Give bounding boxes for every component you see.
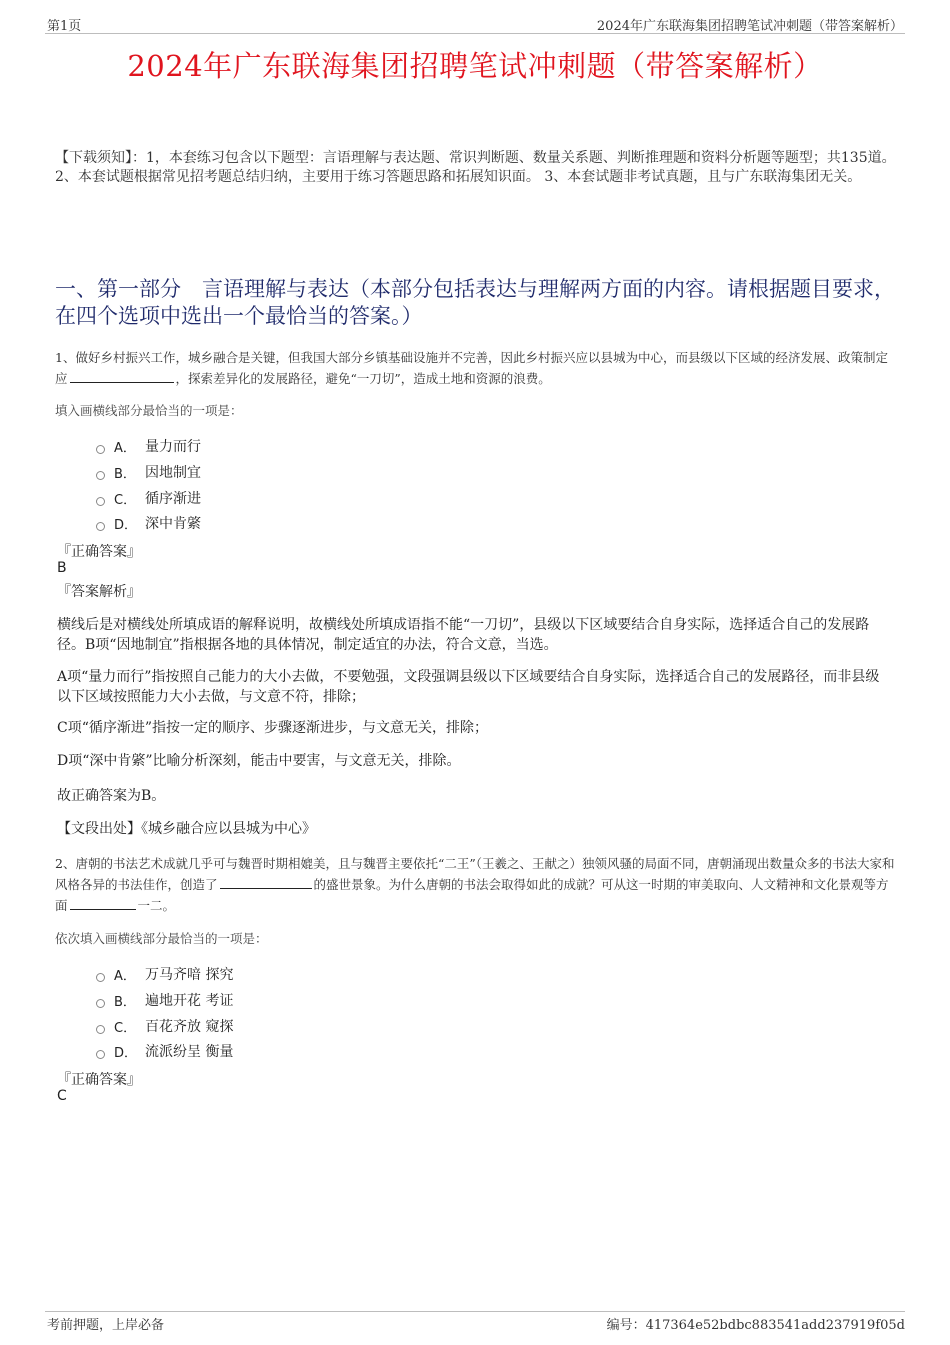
radio-icon[interactable] (96, 999, 105, 1008)
question-1-prompt: 填入画横线部分最恰当的一项是： (55, 403, 243, 418)
question-1-answer: B (57, 560, 67, 576)
option-letter: B． (114, 994, 136, 1010)
question-1-answer-label: 『正确答案』 (57, 544, 141, 560)
page-title: 2024年广东联海集团招聘笔试冲刺题（带答案解析） (127, 49, 823, 83)
question-2-option-d[interactable] (96, 1041, 233, 1061)
option-letter: D． (114, 517, 138, 533)
option-text: 万马齐喑 探究 (145, 967, 234, 983)
question-1-option-b[interactable] (96, 462, 201, 482)
option-text: 量力而行 (145, 439, 201, 455)
question-1-analysis-paragraph: D项“深中肯綮”比喻分析深刻，能击中要害，与文意无关，排除。 (57, 753, 461, 769)
download-notice: 【下载须知】：1，本套练习包含以下题型：言语理解与表达题、常识判断题、数量关系题、判断推理题和资料分析题等题型；共135道。 2、本套试题根据常见招考题总结归纳，主要用于练习答题思路和拓展知识面。 3、本套试题非考试真题，且与广东联海集团无关。 (55, 150, 896, 185)
question-2-answer: C (57, 1088, 67, 1104)
option-letter: C． (114, 1020, 137, 1036)
question-2-text-c: 一二。 (137, 898, 176, 913)
page-number: 第1页 (47, 19, 82, 34)
question-2-option-c[interactable] (96, 1016, 233, 1036)
header-divider (45, 33, 905, 34)
header-doc-title: 2024年广东联海集团招聘笔试冲刺题（带答案解析） (596, 19, 903, 34)
question-1-analysis-paragraph: 横线后是对横线处所填成语的解释说明，故横线处所填成语指不能“一刀切”，县级以下区域要结合自身实际，选择适合自己的发展路径。B项“因地制宜”指根据各地的具体情况，制定适宜的办法，符合文意，当选。 (57, 617, 870, 653)
question-2-option-a[interactable] (96, 964, 233, 984)
option-letter: A． (114, 968, 136, 984)
radio-icon[interactable] (96, 522, 105, 531)
section-heading: 一、第一部分 言语理解与表达（本部分包括表达与理解两方面的内容。请根据题目要求，在四个选项中选出一个最恰当的答案。） (55, 277, 895, 328)
question-2-prompt: 依次填入画横线部分最恰当的一项是： (55, 931, 268, 946)
option-text: 遍地开花 考证 (145, 993, 234, 1009)
question-2-text (55, 853, 900, 916)
question-1-source: 【文段出处】《城乡融合应以县城为中心》 (57, 821, 316, 837)
question-1-analysis-paragraph: A项“量力而行”指按照自己能力的大小去做，不要勉强，文段强调县级以下区域要结合自身实际，选择适合自己的发展路径，而非县级以下区域按照能力大小去做，与文意不符，排除； (57, 669, 880, 705)
question-1-analysis-label: 『答案解析』 (57, 584, 141, 600)
question-2-option-b[interactable] (96, 990, 233, 1010)
question-2-blank-1 (220, 874, 312, 889)
option-text: 因地制宜 (145, 465, 201, 481)
option-letter: B． (114, 466, 136, 482)
question-2-text-a: 2、唐朝的书法艺术成就几乎可与魏晋时期相媲美，且与魏晋主要依托“二王”（王羲之、王献之）独领风骚的局面不同，唐朝涌现出数量众多的书法大家和风格各异的书法佳作，创造了 (55, 856, 895, 892)
option-text: 百花齐放 窥探 (145, 1019, 234, 1035)
option-letter: D． (114, 1045, 138, 1061)
question-2-answer-label: 『正确答案』 (57, 1072, 141, 1088)
question-2-blank-2 (70, 895, 136, 910)
question-1-analysis-paragraph: 故正确答案为B。 (57, 788, 166, 804)
option-letter: C． (114, 492, 137, 508)
radio-icon[interactable] (96, 1050, 105, 1059)
radio-icon[interactable] (96, 1025, 105, 1034)
question-1-text-a: 1、做好乡村振兴工作，城乡融合是关键，但我国大部分乡镇基础设施并不完善，因此乡村振兴应以县城为中心，而县级以下区域的经济发展、政策制定应 (55, 350, 888, 386)
footer-slogan: 考前押题，上岸必备 (47, 1318, 165, 1333)
radio-icon[interactable] (96, 497, 105, 506)
option-letter: A． (114, 440, 136, 456)
question-1-text-b: ，探索差异化的发展路径，避免“一刀切”，造成土地和资源的浪费。 (175, 371, 551, 386)
option-text: 循序渐进 (145, 491, 201, 507)
radio-icon[interactable] (96, 445, 105, 454)
radio-icon[interactable] (96, 471, 105, 480)
question-1-option-a[interactable] (96, 436, 201, 456)
footer-serial-number: 编号：417364e52bdbc883541add237919f05d (606, 1318, 905, 1333)
question-1-text (55, 347, 900, 389)
question-1-option-c[interactable] (96, 488, 201, 508)
footer-divider (45, 1311, 905, 1312)
question-1-analysis-paragraph: C项“循序渐进”指按一定的顺序、步骤逐渐进步，与文意无关，排除； (57, 720, 489, 736)
option-text: 流派纷呈 衡量 (145, 1044, 234, 1060)
question-1-option-d[interactable] (96, 513, 201, 533)
question-2-text-b: 的盛世景象。为什么唐朝的书法会取得如此的成就？可从这一时期的审美取向、人文精神和文化景观等方面 (55, 877, 889, 913)
question-1-blank (70, 368, 174, 383)
option-text: 深中肯綮 (145, 516, 201, 532)
radio-icon[interactable] (96, 973, 105, 982)
